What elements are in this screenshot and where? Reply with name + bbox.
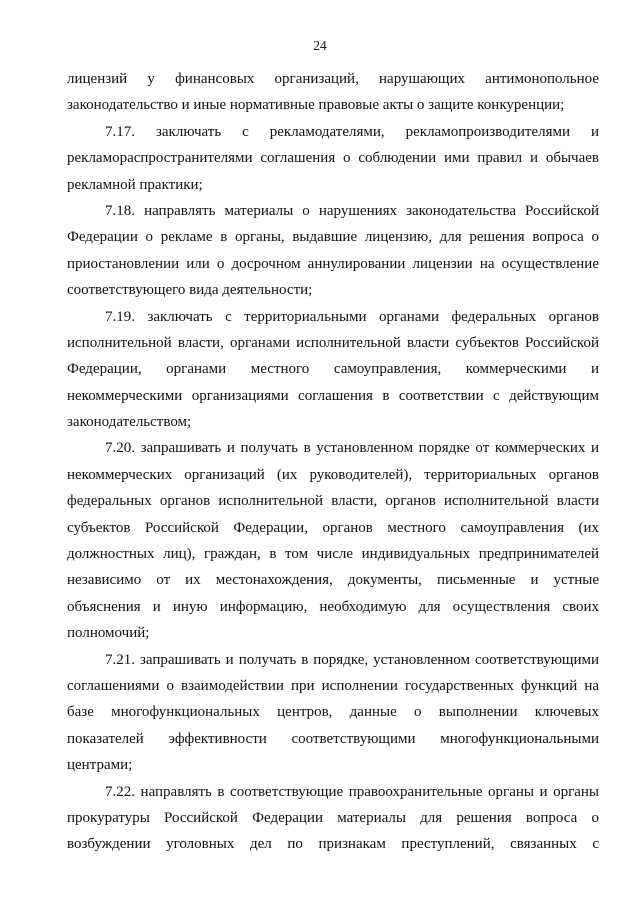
text-line: федеральных органов исполнительной власти, органов исполнительной власти [67,493,599,510]
paragraph-continuation [67,66,599,119]
text-line: 7.18. направлять материалы о нарушениях законодательства Российской [105,202,599,219]
text-line: независимо от их местонахождения, документы, письменные и устные [67,572,599,589]
text-line: некоммерческими организациями соглашения в соответствии с действующим [67,387,599,404]
text-line: рекламной практики; [67,176,203,193]
text-line: субъектов Российской Федерации, органов местного самоуправления (их [67,519,599,536]
text-line: должностных лиц), граждан, в том числе индивидуальных предпринимателей [67,546,599,563]
text-line: базе многофункциональных центров, данные о выполнении ключевых [67,704,599,721]
text-line: 7.19. заключать с территориальными органами федеральных органов [105,308,599,325]
text-line: лицензий у финансовых организаций, нарушающих антимонопольное [67,71,599,87]
paragraph-7-17 [67,119,599,198]
text-line: соответствующего вида деятельности; [67,282,313,299]
text-line: прокуратуры Российской Федерации материалы для решения вопроса о [67,809,599,826]
text-line: законодательством; [67,414,192,431]
text-line: законодательство и иные нормативные правовые акты о защите конкуренции; [67,97,565,114]
paragraph-7-21 [67,647,599,779]
text-line: соглашениями о взаимодействии при исполнении государственных функций на [67,677,599,694]
text-line: 7.21. запрашивать и получать в порядке, установленном соответствующими [105,651,599,668]
document-body [67,66,599,858]
paragraph-7-19 [67,304,599,436]
text-line: объяснения и иную информацию, необходимую для осуществления своих [67,598,599,615]
text-line: исполнительной власти, органами исполнительной власти субъектов Российской [67,334,599,351]
text-line: Федерации, органами местного самоуправления, коммерческими и [67,361,599,378]
paragraph-7-22 [67,779,599,858]
paragraph-7-20 [67,435,599,646]
text-line: рекламораспространителями соглашения о соблюдении ими правил и обычаев [67,150,599,167]
paragraph-7-18 [67,198,599,304]
page-number: 24 [313,38,327,53]
text-line: показателей эффективности соответствующими многофункциональными [67,730,599,747]
text-line: некоммерческих организаций (их руководителей), территориальных органов [67,466,599,483]
text-line: Федерации о рекламе в органы, выдавшие лицензию, для решения вопроса о [67,229,599,246]
text-line: центрами; [67,757,133,774]
text-line: возбуждении уголовных дел по признакам преступлений, связанных с [67,836,599,853]
text-line: 7.17. заключать с рекламодателями, рекламопроизводителями и [105,123,599,140]
text-line: 7.20. запрашивать и получать в установленном порядке от коммерческих и [105,440,599,457]
text-line: приостановлении или о досрочном аннулировании лицензии на осуществление [67,255,599,272]
text-line: 7.22. направлять в соответствующие правоохранительные органы и органы [105,783,599,800]
text-line: полномочий; [67,625,150,642]
